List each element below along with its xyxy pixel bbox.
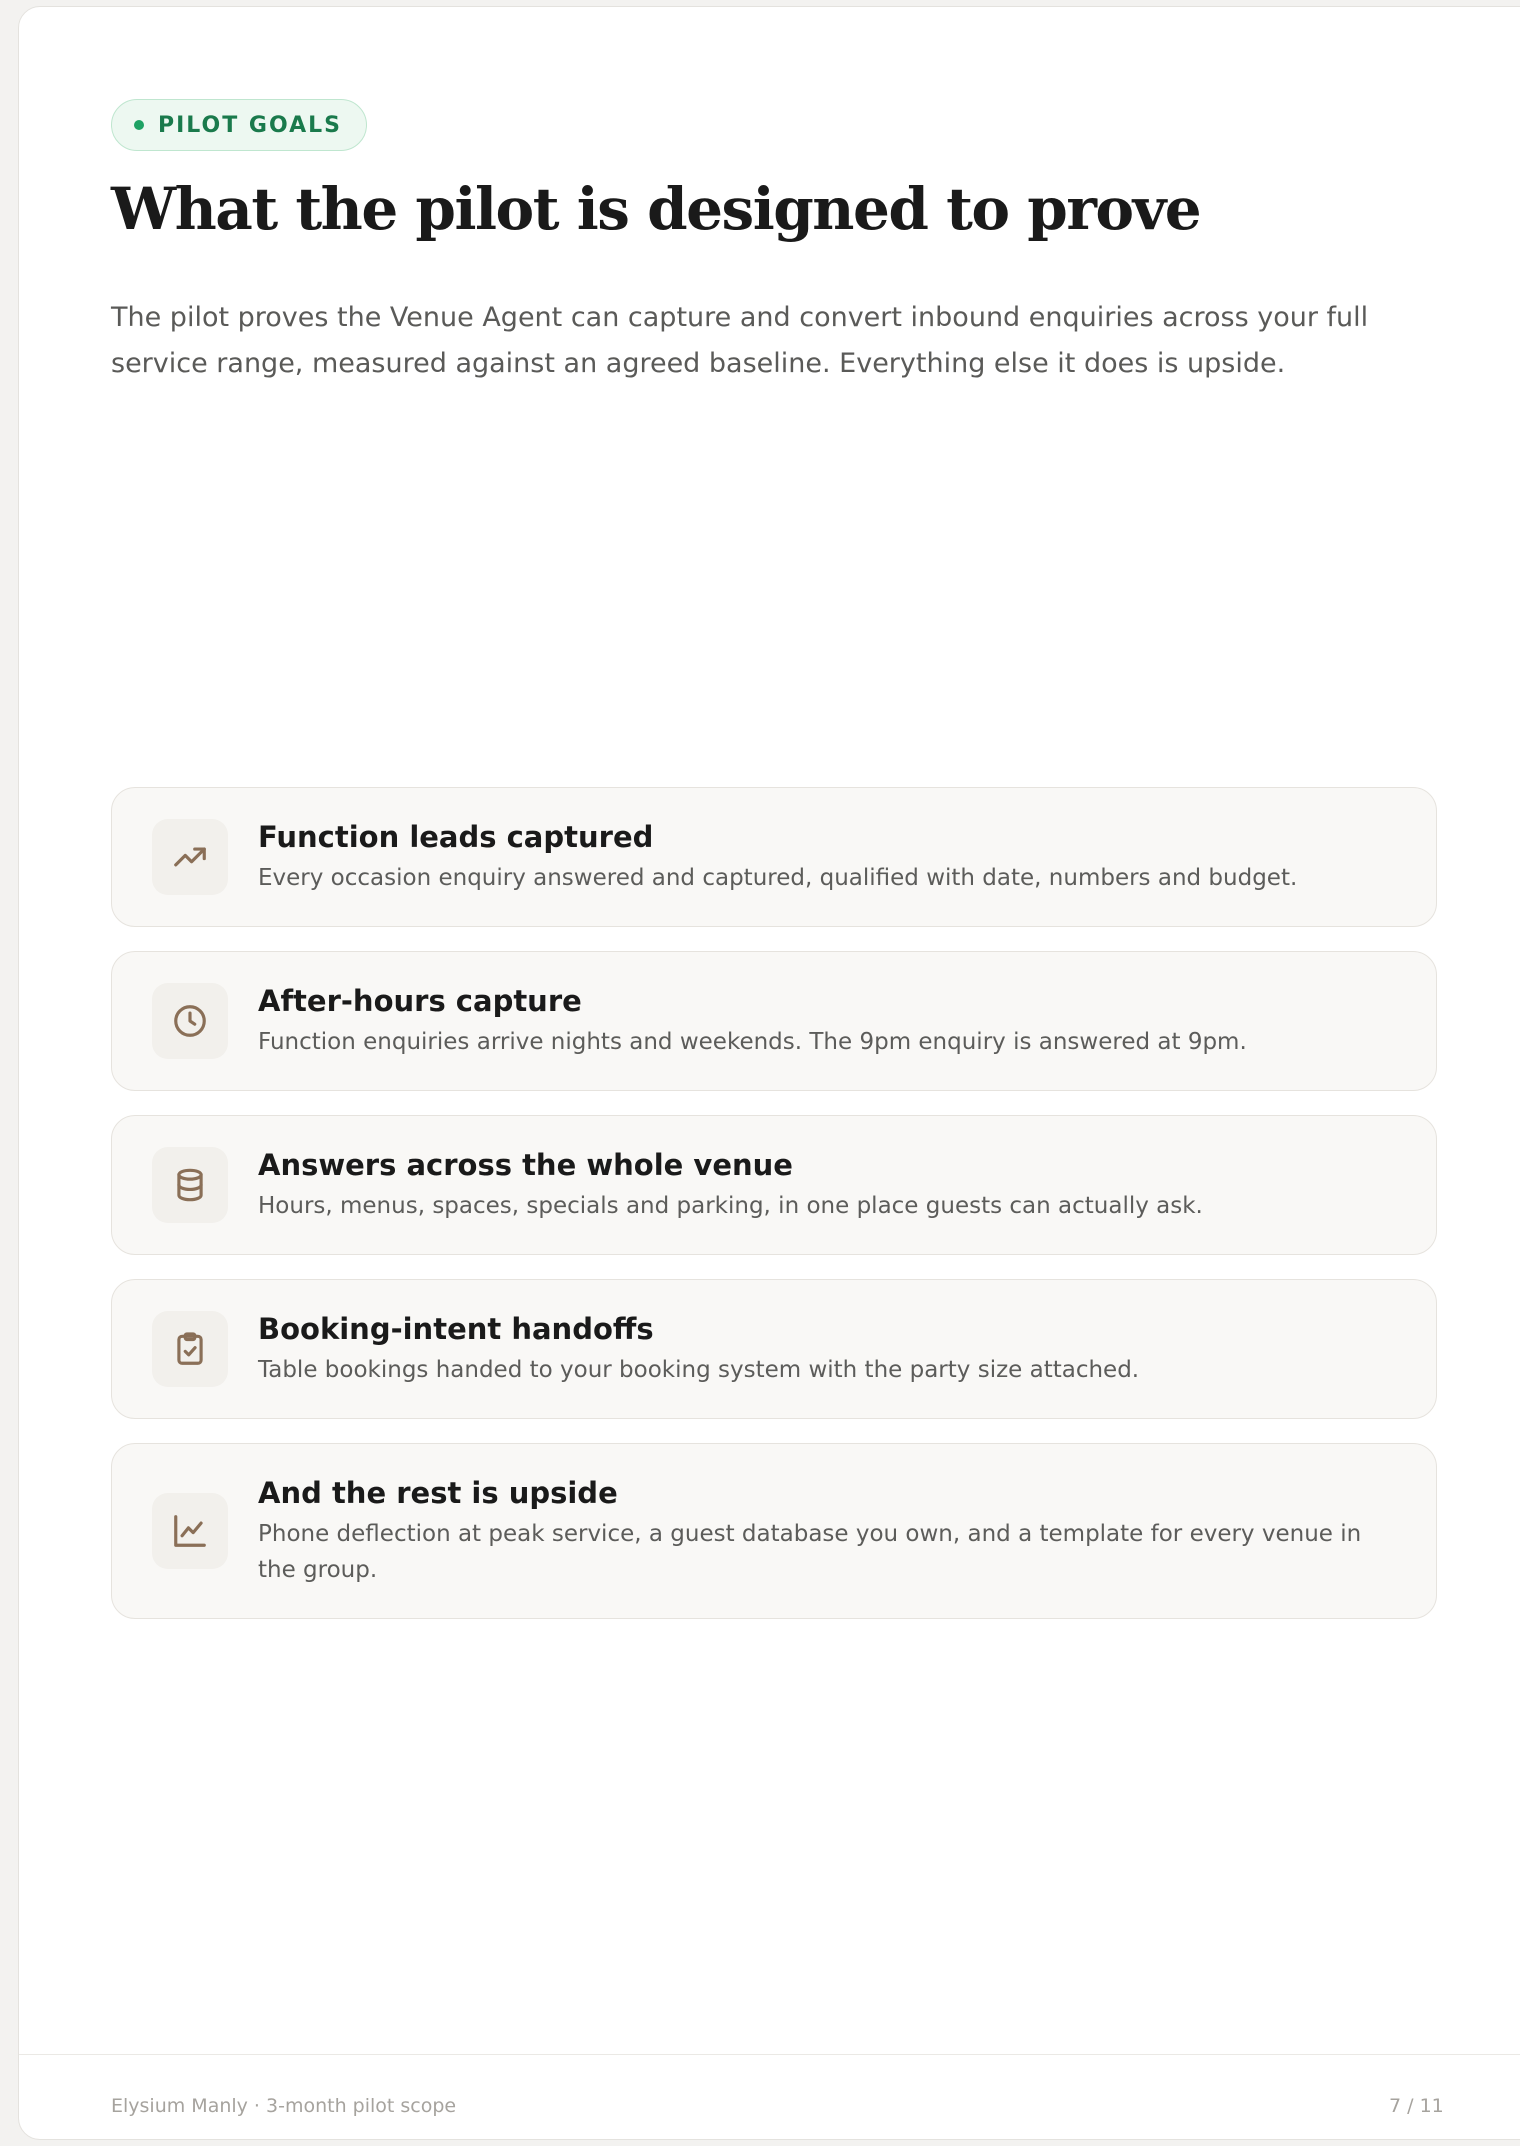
footer-document-label: Elysium Manly · 3-month pilot scope [111,2095,457,2117]
intro-paragraph: The pilot proves the Venue Agent can capture and convert inbound enquiries across your full service range, measured against an agreed baseline. Everything else it does is upside. [111,302,1369,379]
section-badge-label: PILOT GOALS [158,112,342,138]
goal-title: Booking-intent handoffs [258,1312,654,1346]
goal-description: Table bookings handed to your booking system with the party size attached. [258,1357,1140,1383]
goal-description: Function enquiries arrive nights and weekends. The 9pm enquiry is answered at 9pm. [258,1029,1247,1055]
clock-icon [152,983,228,1059]
database-icon [152,1147,228,1223]
goal-title: Answers across the whole venue [258,1148,793,1182]
goal-title: Function leads captured [258,820,654,854]
goal-description: Every occasion enquiry answered and captured, qualified with date, numbers and budget. [258,865,1298,891]
page-number: 7 / 11 [1389,2095,1444,2117]
page-title: What the pilot is designed to prove [111,175,1201,243]
clipboard-check-icon [152,1311,228,1387]
section-badge [111,99,367,151]
goal-title: And the rest is upside [258,1476,618,1510]
goal-title: After-hours capture [258,984,582,1018]
goal-card-upside [111,1443,1437,1619]
line-chart-icon [152,1493,228,1569]
goal-description: Phone deflection at peak service, a guest database you own, and a template for every venue in the group. [258,1521,1362,1583]
goal-card-booking-handoffs [111,1279,1437,1419]
goal-card-after-hours [111,951,1437,1091]
badge-dot-icon [134,120,144,130]
goal-description: Hours, menus, spaces, specials and parking, in one place guests can actually ask. [258,1193,1203,1219]
goal-list [111,787,1437,1619]
slide-page [18,6,1520,2140]
page-footer [19,2054,1520,2140]
goal-card-whole-venue [111,1115,1437,1255]
trending-up-icon [152,819,228,895]
goal-card-function-leads [111,787,1437,927]
